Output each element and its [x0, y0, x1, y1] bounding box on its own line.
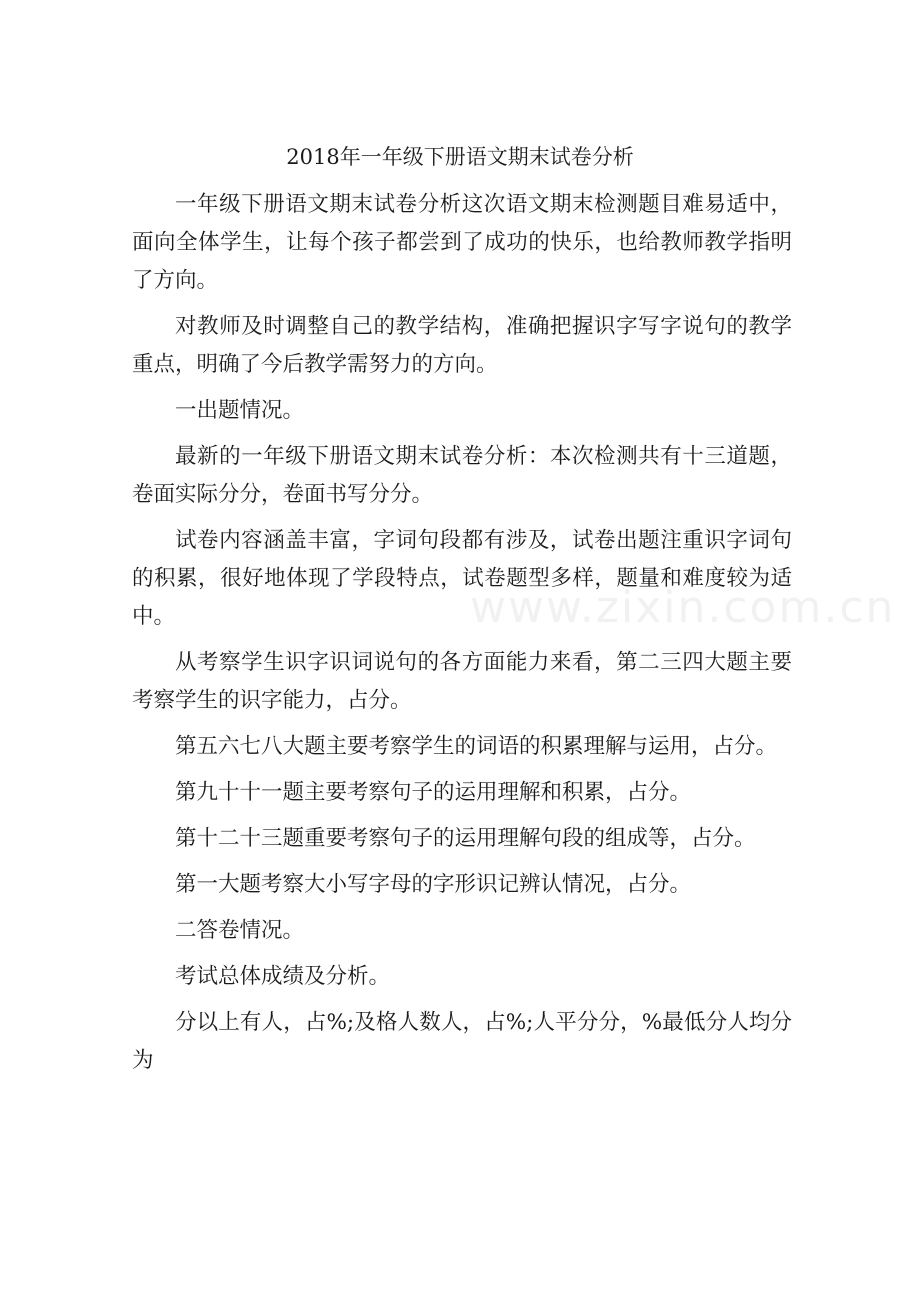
paragraph: 二答卷情况。	[175, 918, 305, 943]
paragraph: 第九十十一题主要考察句子的运用理解和积累，占分。	[175, 780, 692, 805]
paragraph: 一年级下册语文期末试卷分析这次语文期末检测题目难易适中，面向全体学生，让每个孩子都尝到了成功的快乐，也给教师教学指明了方向。	[132, 192, 792, 293]
document-title: 2018年一年级下册语文期末试卷分析	[286, 145, 634, 169]
paragraph: 第十二十三题重要考察句子的运用理解句段的组成等，占分。	[175, 826, 756, 851]
watermark: www.zixin.com.cn	[470, 582, 896, 633]
paragraph: 考试总体成绩及分析。	[175, 964, 391, 989]
paragraph: 试卷内容涵盖丰富，字词句段都有涉及，试卷出题注重识字词句的积累，很好地体现了学段特点，试卷题型多样，题量和难度较为适中。	[132, 528, 792, 629]
paragraph: 第一大题考察大小写字母的字形识记辨认情况，占分。	[175, 872, 692, 897]
paragraph: 最新的一年级下册语文期末试卷分析：本次检测共有十三道题，卷面实际分分，卷面书写分分。	[132, 444, 792, 507]
paragraph: 分以上有人，占%;及格人数人，占%;人平分分，%最低分人均分为	[132, 1010, 792, 1073]
document-body	[132, 186, 792, 1088]
paragraph: 第五六七八大题主要考察学生的词语的积累理解与运用，占分。	[175, 734, 778, 759]
paragraph: 一出题情况。	[175, 398, 305, 423]
paragraph: 从考察学生识字识词说句的各方面能力来看，第二三四大题主要考察学生的识字能力，占分。	[132, 650, 792, 713]
paragraph: 对教师及时调整自己的教学结构，准确把握识字写字说句的教学重点，明确了今后教学需努力的方向。	[132, 314, 792, 377]
